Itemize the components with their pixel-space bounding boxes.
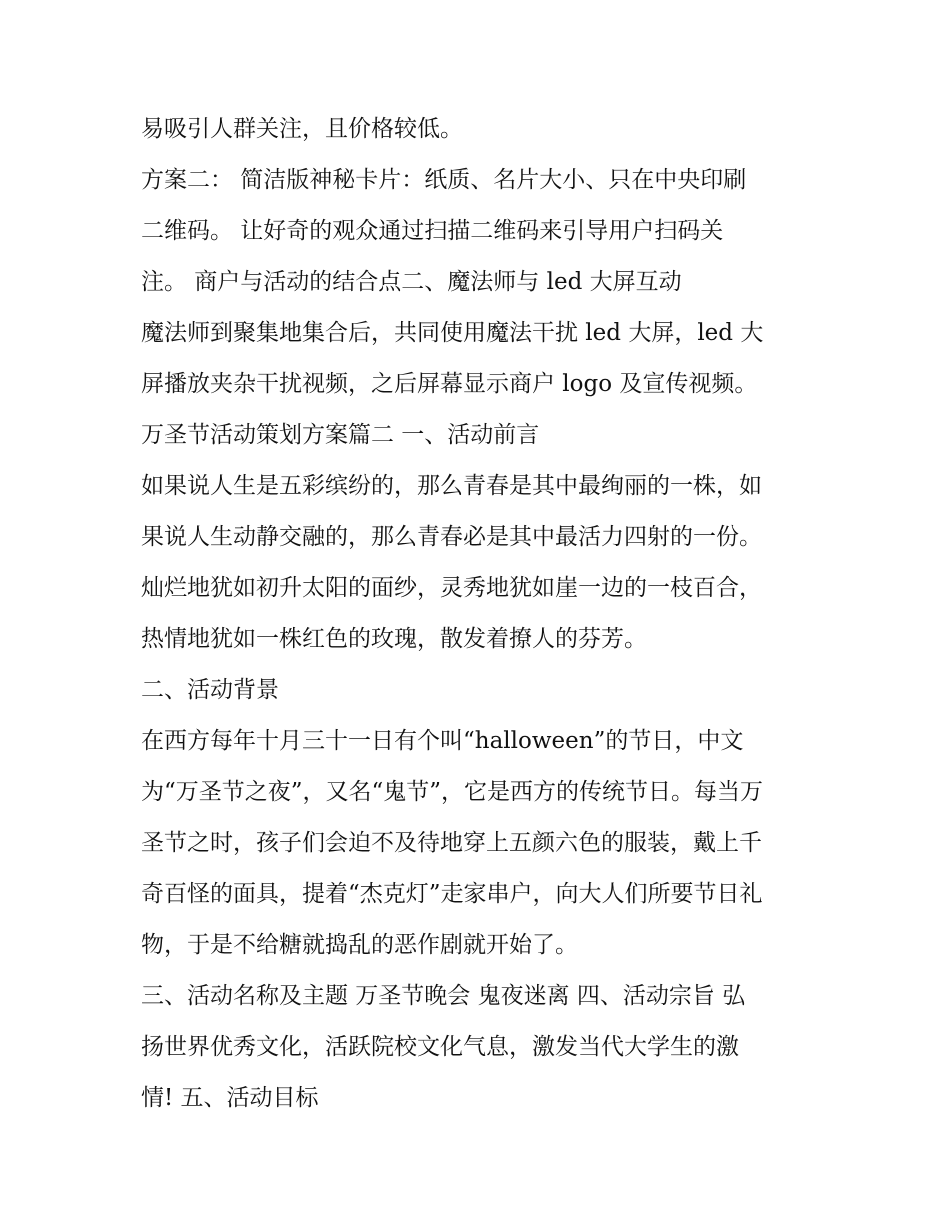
text-line: 如果说人生是五彩缤纷的，那么青春是其中最绚丽的一株，如 <box>141 473 762 499</box>
text-line: 在西方每年十月三十一日有个叫“halloween”的节日，中文 <box>141 728 744 754</box>
text-line: 三、活动名称及主题 万圣节晚会 鬼夜迷离 四、活动宗旨 弘 <box>141 983 746 1009</box>
text-line: 扬世界优秀文化，活跃院校文化气息，激发当代大学生的激 <box>141 1034 739 1060</box>
document-body <box>141 104 831 1124</box>
section-heading: 万圣节活动策划方案篇二 一、活动前言 <box>141 422 540 448</box>
text-line: 热情地犹如一株红色的玫瑰，散发着撩人的芬芳。 <box>141 626 647 652</box>
text-line: 屏播放夹杂干扰视频，之后屏幕显示商户 logo 及宣传视频。 <box>141 371 758 397</box>
section-heading: 二、活动背景 <box>141 677 279 703</box>
text-line: 注。 商户与活动的结合点二、魔法师与 led 大屏互动 <box>141 269 682 295</box>
text-line: 情! 五、活动目标 <box>141 1085 319 1111</box>
text-line: 圣节之时，孩子们会迫不及待地穿上五颜六色的服装，戴上千 <box>141 830 762 856</box>
text-line: 果说人生动静交融的，那么青春必是其中最活力四射的一份。 <box>141 524 762 550</box>
text-line: 方案二： 简洁版神秘卡片：纸质、名片大小、只在中央印刷 <box>141 167 747 193</box>
text-line: 易吸引人群关注，且价格较低。 <box>141 116 463 142</box>
text-line: 物，于是不给糖就捣乱的恶作剧就开始了。 <box>141 932 578 958</box>
text-line: 魔法师到聚集地集合后，共同使用魔法干扰 led 大屏，led 大 <box>141 320 764 346</box>
text-line: 为“万圣节之夜”，又名“鬼节”，它是西方的传统节日。每当万 <box>141 779 764 805</box>
text-line: 灿烂地犹如初升太阳的面纱，灵秀地犹如崖一边的一枝百合， <box>141 575 762 601</box>
text-line: 二维码。 让好奇的观众通过扫描二维码来引导用户扫码关 <box>141 218 724 244</box>
text-line: 奇百怪的面具，提着“杰克灯”走家串户，向大人们所要节日礼 <box>141 881 763 907</box>
